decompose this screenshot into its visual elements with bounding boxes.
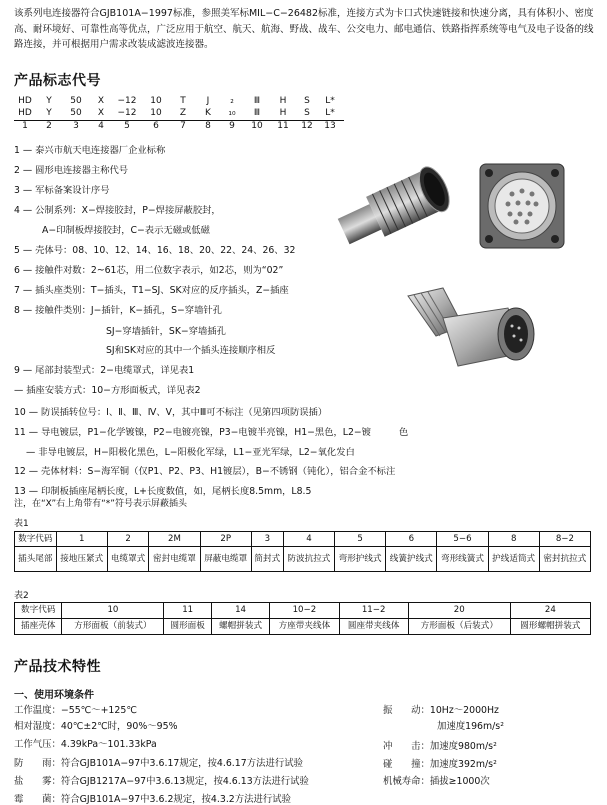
code-index-11: 11: [277, 121, 289, 131]
table-cell: 3: [251, 532, 283, 547]
table-cell: 10: [62, 603, 164, 619]
code-b-4: X: [97, 108, 105, 118]
table-cell: 方形面板（前装式）: [62, 619, 164, 635]
table-cell: 20: [408, 603, 510, 619]
table-cell: 11−2: [339, 603, 408, 619]
code-b-12: S: [304, 108, 310, 118]
table-cell: 数字代码: [15, 532, 57, 547]
table-cell: 圆座带夹线体: [339, 619, 408, 635]
code-row-2: [14, 108, 344, 121]
connector-receptacle-photo: [472, 156, 572, 256]
table2-header-row: [15, 603, 591, 619]
table-cell: 10−2: [270, 603, 339, 619]
definition-item: A−印制板焊接胶封，C−表示无磁或低磁: [42, 225, 210, 236]
table-cell: 5: [335, 532, 386, 547]
code-index-3: 3: [73, 121, 79, 131]
table-cell: 8: [488, 532, 539, 547]
table2-label: 表2: [14, 591, 29, 601]
table-cell: 24: [510, 603, 590, 619]
table2-data-row: [15, 619, 591, 635]
table-cell: 8−2: [539, 532, 590, 547]
spec-right-item: 加速度196m/s²: [437, 721, 504, 732]
definition-item: 13 — 印制板插座尾柄长度，L+长度数值，如，尾柄长度8.5mm，L8.5: [14, 486, 312, 497]
definition-item: 4 — 公制系列：X−焊接胶封，P−焊接屏蔽胶封，: [14, 205, 221, 216]
code-index-13: 13: [324, 121, 336, 131]
table-cell: 弯形线簧式: [437, 547, 488, 572]
spec-left-item: 工作温度：−55℃～+125℃: [14, 705, 137, 716]
table-cell: 螺帽拼装式: [211, 619, 269, 635]
code-index-5: 5: [124, 121, 130, 131]
code-index-2: 2: [46, 121, 52, 131]
table-cell: 2M: [149, 532, 200, 547]
code-a-5: −12: [117, 96, 137, 106]
definition-item: SJ−穿墙插针，SK−穿墙插孔: [106, 326, 226, 337]
definition-item: SJ和SK对应的其中一个插头连接顺序相反: [106, 345, 276, 356]
code-index-1: 1: [22, 121, 28, 131]
code-b-7: Z: [179, 108, 187, 118]
spec-right-item: 振 动：10Hz～2000Hz: [383, 705, 499, 716]
shield-note: 注，在“X”右上角带有“*”符号表示屏蔽插头: [14, 499, 187, 509]
spec-left-item: 霉 菌：符合GJB101A−97中3.6.2规定，按4.3.2方法进行试验: [14, 794, 292, 805]
code-index-9: 9: [229, 121, 235, 131]
table-cell: 圆形螺帽拼装式: [510, 619, 590, 635]
table-cell: 护线适筒式: [488, 547, 539, 572]
definition-item: 8 — 接触件类别：J−插针，K−插孔，S−穿墙针孔: [14, 305, 222, 316]
code-a-10: Ⅲ: [253, 96, 261, 106]
table-cell: 电缆罩式: [107, 547, 149, 572]
code-row-1: [14, 96, 344, 108]
definition-item: 2 — 圆形电连接器主称代号: [14, 165, 129, 176]
table-cell: 11: [164, 603, 211, 619]
section-title-code: 产品标志代号: [14, 73, 101, 89]
table-cell: 方形面板（后装式）: [408, 619, 510, 635]
code-index-7: 7: [180, 121, 186, 131]
table1-data-row: [15, 547, 591, 572]
definition-item: 5 — 壳体号：08、10、12、14、16、18、20、22、24、26、32: [14, 245, 296, 256]
table-cell: 2: [107, 532, 149, 547]
code-a-9: ₂: [230, 96, 234, 106]
table-cell: 1: [56, 532, 107, 547]
definition-item: — 非导电镀层，H−阳极化黑色，L−阳极化军绿，L1−亚光军绿，L2−氧化发白: [26, 447, 355, 458]
code-b-10: Ⅲ: [253, 108, 261, 118]
definition-item: — 插座安装方式：10−方形面板式，详见表2: [14, 385, 201, 396]
table-cell: 防波抗拉式: [283, 547, 334, 572]
code-index-6: 6: [153, 121, 159, 131]
code-a-3: 50: [70, 96, 82, 106]
code-b-1: HD: [18, 108, 32, 118]
code-index-8: 8: [205, 121, 211, 131]
spec-right-item: 冲 击：加速度980m/s²: [383, 741, 497, 752]
definition-item: 12 — 壳体材料：S−海军铜（仅P1、P2、P3、H1镀层），B−不锈钢（钝化），铝合金不标注: [14, 466, 396, 477]
code-b-2: Y: [46, 108, 52, 118]
code-a-1: HD: [18, 96, 32, 106]
table1-header-row: [15, 532, 591, 547]
code-b-13: L*: [325, 108, 335, 118]
code-b-9: ₁₀: [228, 108, 236, 118]
connector-plug-photo: [328, 150, 478, 250]
definition-item: 10 — 防误插转位号：Ⅰ、Ⅱ、Ⅲ、Ⅳ、Ⅴ，其中Ⅲ可不标注（见第四项防误插）: [14, 407, 328, 418]
code-row-index: [14, 121, 344, 133]
table-cell: 数字代码: [15, 603, 62, 619]
section-title-specs: 产品技术特性: [14, 659, 101, 675]
definition-item: 6 — 接触件对数：2~61芯，用二位数字表示，如2芯，则为“02”: [14, 265, 284, 276]
code-b-8: K: [205, 108, 211, 118]
table-cell: 插座壳体: [15, 619, 62, 635]
spec-right-item: 机械寿命：插拔≥1000次: [383, 776, 490, 787]
code-b-5: −12: [117, 108, 137, 118]
table-2-mounting-type: [14, 602, 591, 635]
table-cell: 2P: [200, 532, 251, 547]
intro-paragraph: 该系列电连接器符合GJB101A−1997标准，参照美军标MIL−C−26482标准，连接方式为卡口式快速链接和快速分离，具有体积小、密度高、耐环境好、可靠性高等优点，广泛应用于航空、航天、航海、野战、战车、公交电力、邮电通信、铁路指挥系统等电气及电子设备的线路连接，并可根据用户需求改装成滤波连接器。: [14, 8, 594, 50]
table-cell: 接地压紧式: [56, 547, 107, 572]
table-cell: 简封式: [251, 547, 283, 572]
code-b-3: 50: [70, 108, 82, 118]
table-cell: 4: [283, 532, 334, 547]
table-cell: 密封电缆罩: [149, 547, 200, 572]
table-cell: 圆形面板: [164, 619, 211, 635]
table-cell: 方座带夹线体: [270, 619, 339, 635]
definition-item: 11 — 导电镀层，P1−化学镀镍，P2−电镀亮镍，P3−电镀半亮镍，H1−黑色，L2−镀 色: [14, 427, 409, 438]
code-index-4: 4: [98, 121, 104, 131]
code-a-11: H: [279, 96, 287, 106]
code-grid: [14, 96, 344, 133]
spec-left-item: 相对湿度：40℃±2℃时，90%～95%: [14, 721, 178, 732]
definition-item: 7 — 插头座类别：T−插头，T1−SJ、SK对应的反序插头，Z−插座: [14, 285, 289, 296]
table1-label: 表1: [14, 519, 29, 529]
code-b-11: H: [279, 108, 287, 118]
code-index-10: 10: [251, 121, 263, 131]
table-cell: 弯形护线式: [335, 547, 386, 572]
code-a-4: X: [97, 96, 105, 106]
code-a-8: J: [206, 96, 210, 106]
table-1-tail-type: [14, 531, 591, 572]
code-a-2: Y: [46, 96, 52, 106]
spec-left-item: 防 雨：符合GJB101A−97中3.6.17规定，按4.6.17方法进行试验: [14, 758, 303, 769]
code-a-7: T: [180, 96, 186, 106]
spec-right-item: 碰 撞：加速度392m/s²: [383, 759, 497, 770]
definition-item: 9 — 尾部封装型式：2−电缆罩式，详见表1: [14, 365, 195, 376]
code-b-6: 10: [150, 108, 162, 118]
table-cell: 屏蔽电缆罩: [200, 547, 251, 572]
table-cell: 5−6: [437, 532, 488, 547]
table-cell: 14: [211, 603, 269, 619]
code-index-12: 12: [301, 121, 313, 131]
spec-left-item: 工作气压：4.39kPa～101.33kPa: [14, 739, 157, 750]
connector-angled-photo: [388, 278, 558, 388]
table-cell: 6: [386, 532, 437, 547]
code-a-12: S: [304, 96, 310, 106]
code-a-13: L*: [325, 96, 335, 106]
table-cell: 密封抗拉式: [539, 547, 590, 572]
spec-left-item: 盐 雾：符合GJB1217A−97中3.6.13规定，按4.6.13方法进行试验: [14, 776, 309, 787]
subsection-environment: 一、使用环境条件: [14, 690, 94, 701]
code-a-6: 10: [150, 96, 162, 106]
table-cell: 线簧护线式: [386, 547, 437, 572]
definition-item: 3 — 军标备案设计序号: [14, 185, 110, 196]
table-cell: 插头尾部: [15, 547, 57, 572]
definition-item: 1 — 泰兴市航天电连接器厂企业标称: [14, 145, 166, 156]
